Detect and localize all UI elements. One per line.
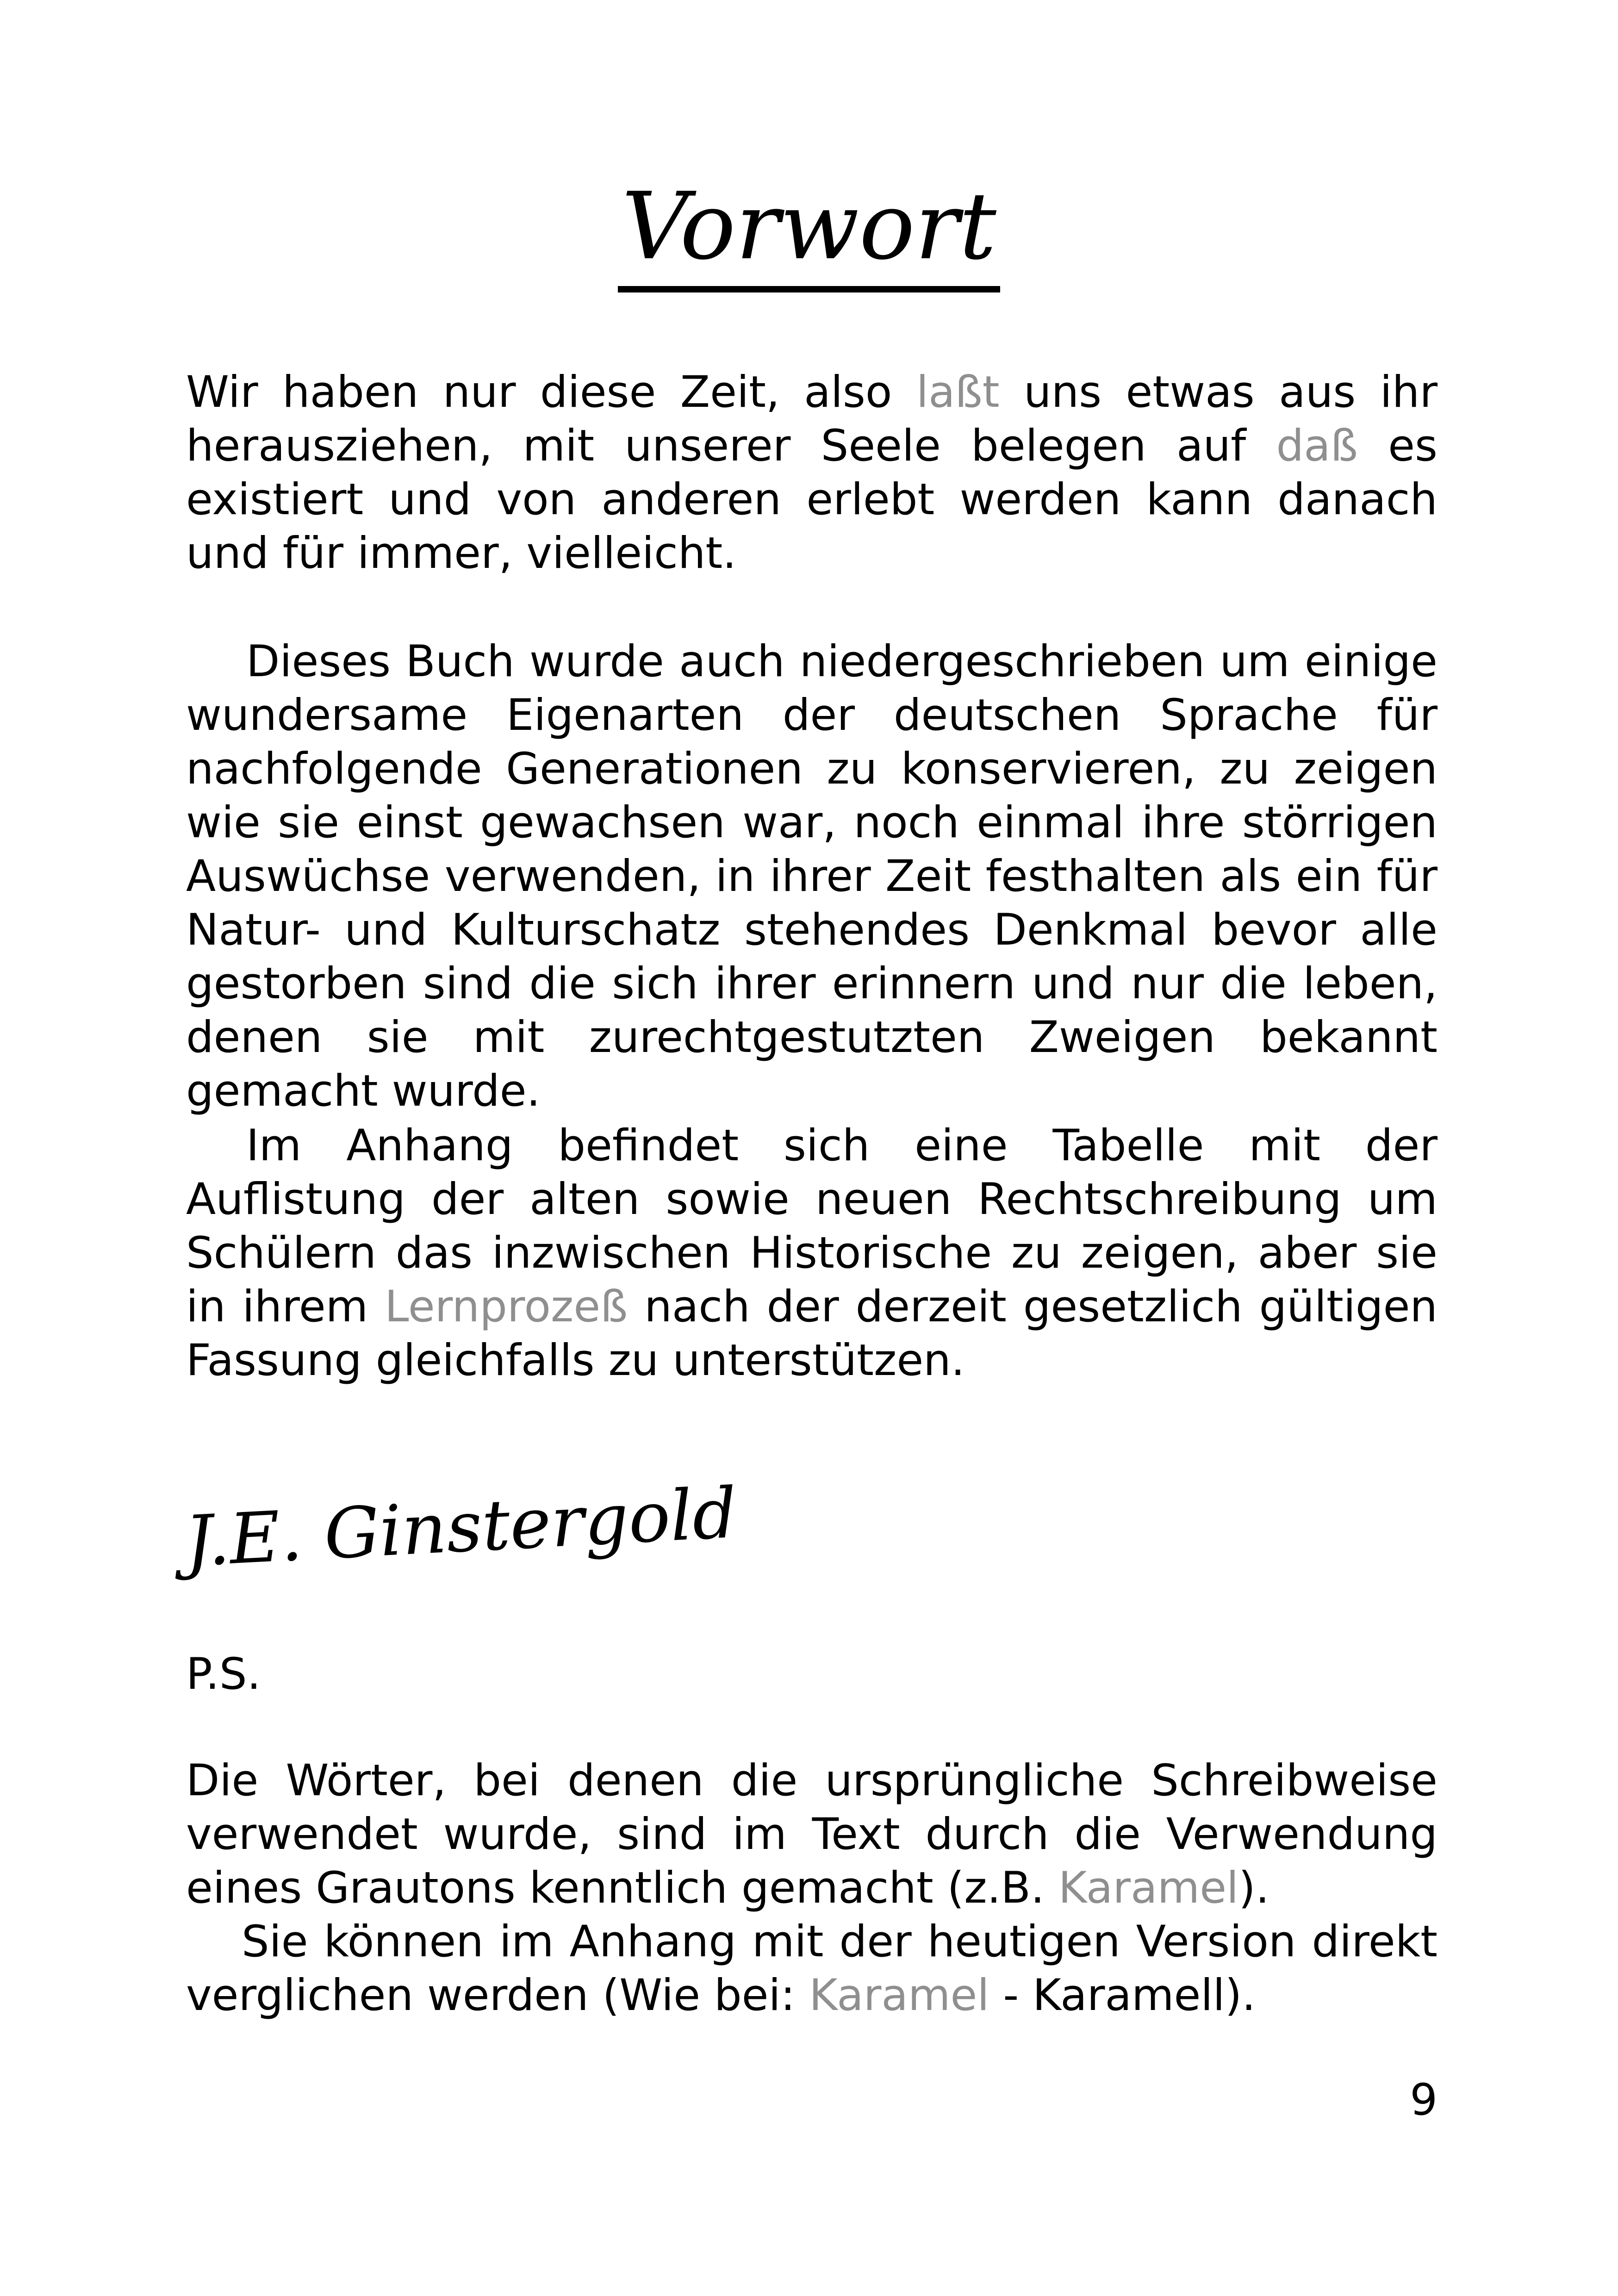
ps-block	[186, 1754, 1438, 2022]
text-run: Sie können im Anhang mit der heutigen Version direkt verglichen werden (Wie bei:	[186, 1916, 1438, 2021]
text-run: - Karamell).	[989, 1970, 1256, 2021]
text-run: es existiert und von anderen erlebt werden kann danach und für immer, vielleicht.	[186, 421, 1438, 579]
text-run: Im Anhang befindet sich eine Tabelle mit der Auflistung der alten sowie neuen Rechtschreibung um Schülern das inzwischen Historische zu zeigen, aber sie in ihrem	[186, 1120, 1438, 1332]
page-title-text: Vorwort	[618, 176, 1000, 292]
paragraph-2: Dieses Buch wurde auch niedergeschrieben um einige wundersame Eigenarten der deutschen Sprache für nachfolgende Generationen zu konservieren, zu zeigen wie sie einst gewachsen war, noch einmal ihre störrigen Auswüchse verwenden, in ihrer Zeit festhalten als ein für Natur- und Kulturschatz stehendes Denkmal bevor alle gestorben sind die sich ihrer erinnern und nur die leben, denen sie mit zurechtgestutzten Zweigen bekannt gemacht wurde.	[186, 636, 1438, 1116]
old-spelling-word: daß	[1276, 421, 1358, 471]
ps-paragraph-1	[186, 1754, 1438, 1915]
ps-paragraph-2	[186, 1915, 1438, 2022]
old-spelling-word: Karamel	[1058, 1863, 1239, 1913]
page-number: 9	[1410, 2075, 1438, 2125]
ps-label-block	[186, 1648, 1438, 1701]
text-run: uns etwas aus ihr herausziehen, mit unserer Seele belegen auf	[186, 367, 1438, 471]
intro-paragraph	[186, 366, 1438, 580]
paragraph-3	[186, 1119, 1438, 1388]
paragraph-1	[186, 366, 1438, 580]
old-spelling-word: Lernprozeß	[385, 1282, 628, 1332]
old-spelling-word: laßt	[916, 367, 1000, 417]
text-run: Wir haben nur diese Zeit, also	[186, 367, 916, 417]
text-run: Die Wörter, bei denen die ursprüngliche Schreibweise verwendet wurde, sind im Text durch die Verwendung eines Grautons kenntlich gemacht (z.B.	[186, 1755, 1438, 1913]
author-signature: J.E. Ginstergold	[183, 1473, 739, 1582]
ps-label: P.S.	[186, 1649, 261, 1699]
purpose-paragraph	[186, 635, 1438, 1118]
old-spelling-word: Karamel	[809, 1970, 989, 2021]
page-title	[0, 173, 1618, 292]
text-run: nach der derzeit gesetzlich gültigen Fassung gleichfalls zu unterstützen.	[186, 1282, 1438, 1386]
text-run: ).	[1238, 1863, 1270, 1913]
appendix-paragraph	[186, 1119, 1438, 1388]
